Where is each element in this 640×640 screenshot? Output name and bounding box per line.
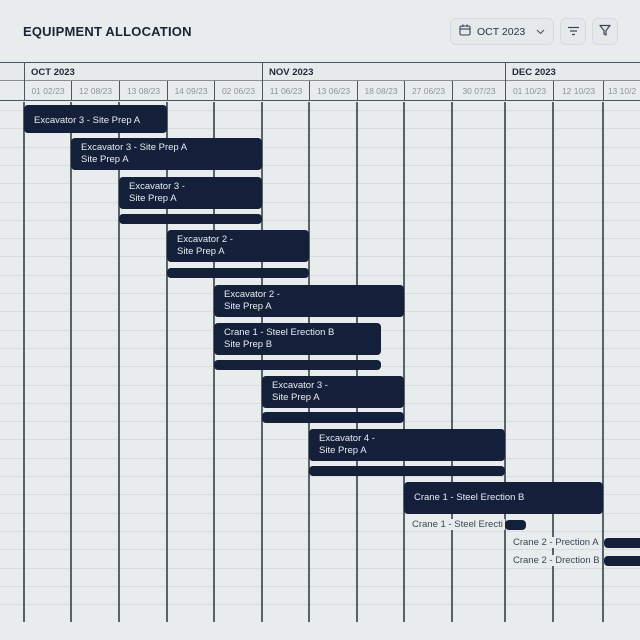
allocation-bar[interactable] (604, 538, 640, 548)
page-title: EQUIPMENT ALLOCATION (23, 24, 192, 39)
toolbar (450, 18, 618, 45)
month-header: OCT 2023 (24, 63, 262, 82)
day-header: 02 06/23 (214, 81, 262, 101)
day-header: 13 10/2 (603, 81, 640, 101)
allocation-bar[interactable] (309, 466, 505, 476)
grid-column-line (403, 102, 405, 622)
allocation-bar[interactable] (262, 376, 404, 408)
day-header: 01 02/23 (24, 81, 71, 101)
allocation-bar[interactable] (309, 429, 505, 461)
allocation-bar[interactable] (505, 520, 526, 530)
allocation-sublabel: Site Prep A (81, 154, 129, 165)
grid-row-line (0, 238, 640, 239)
day-header: 13 08/23 (119, 81, 167, 101)
month-header: NOV 2023 (262, 63, 505, 82)
grid-column-line (70, 102, 72, 622)
month-header-row (0, 62, 640, 81)
grid-row-line (0, 220, 640, 221)
day-header: 14 09/23 (167, 81, 214, 101)
funnel-icon (599, 23, 611, 41)
allocation-sublabel: Site Prep A (319, 445, 367, 456)
day-header: 01 10/23 (505, 81, 553, 101)
allocation-label: Excavator 4 - (319, 433, 375, 444)
grid-row-line (0, 549, 640, 550)
allocation-label: Excavator 3 - (129, 181, 185, 192)
allocation-label-outside: Crane 2 - Drection B (513, 555, 600, 566)
month-picker-value: OCT 2023 (477, 25, 526, 38)
allocation-label: Excavator 2 - (177, 234, 233, 245)
allocation-label-outside: Crane 2 - Prection A (513, 537, 599, 548)
day-header-row (0, 81, 640, 101)
gantt-grid (0, 102, 640, 622)
allocation-bar[interactable] (604, 556, 640, 566)
allocation-sublabel: Site Prep A (224, 301, 272, 312)
day-header: 11 06/23 (262, 81, 309, 101)
allocation-sublabel: Site Prep B (224, 339, 273, 350)
allocation-sublabel: Site Prep A (129, 193, 177, 204)
allocation-bar[interactable] (167, 268, 309, 278)
sort-button[interactable] (560, 18, 586, 45)
allocation-bar[interactable] (214, 360, 381, 370)
allocation-bar[interactable] (24, 105, 167, 133)
allocation-label: Crane 1 - Steel Erection B (414, 492, 525, 503)
allocation-label-outside: Crane 1 - Steel Erecti (412, 519, 503, 530)
allocation-bar[interactable] (214, 285, 404, 317)
grid-row-line (0, 275, 640, 276)
allocation-bar[interactable] (71, 138, 262, 170)
allocation-bar[interactable] (119, 214, 262, 224)
grid-row-line (0, 568, 640, 569)
grid-row-line (0, 531, 640, 532)
allocation-sublabel: Site Prep A (177, 246, 225, 257)
grid-column-line (451, 102, 453, 622)
allocation-bar[interactable] (214, 323, 381, 355)
allocation-bar[interactable] (262, 412, 404, 423)
grid-column-line (504, 102, 506, 622)
allocation-label: Excavator 2 - (224, 289, 280, 300)
day-header: 27 06/23 (404, 81, 452, 101)
grid-row-line (0, 586, 640, 587)
allocation-label: Excavator 3 - Site Prep A (81, 142, 188, 153)
filter-button[interactable] (592, 18, 618, 45)
day-header: 18 08/23 (357, 81, 404, 101)
allocation-bar[interactable] (404, 482, 603, 514)
allocation-bar[interactable] (119, 177, 262, 209)
calendar-icon (459, 24, 471, 39)
grid-row-line (0, 183, 640, 184)
allocation-label: Crane 1 - Steel Erection B (224, 327, 335, 338)
month-picker[interactable] (450, 18, 554, 45)
grid-row-line (0, 476, 640, 477)
chevron-down-icon (536, 27, 545, 37)
allocation-sublabel: Site Prep A (272, 392, 320, 403)
grid-row-line (0, 256, 640, 257)
grid-column-line (23, 102, 25, 622)
sort-lines-icon (567, 23, 580, 41)
allocation-label: Excavator 3 - (272, 380, 328, 391)
grid-row-line (0, 604, 640, 605)
day-header: 12 10/23 (553, 81, 603, 101)
day-header: 13 06/23 (309, 81, 357, 101)
day-header: 12 08/23 (71, 81, 119, 101)
day-header: 30 07/23 (452, 81, 505, 101)
grid-row-line (0, 202, 640, 203)
allocation-label: Excavator 3 - Site Prep A (34, 115, 141, 126)
gantt-chart (0, 62, 640, 622)
allocation-bar[interactable] (167, 230, 309, 262)
month-header: DEC 2023 (505, 63, 640, 82)
